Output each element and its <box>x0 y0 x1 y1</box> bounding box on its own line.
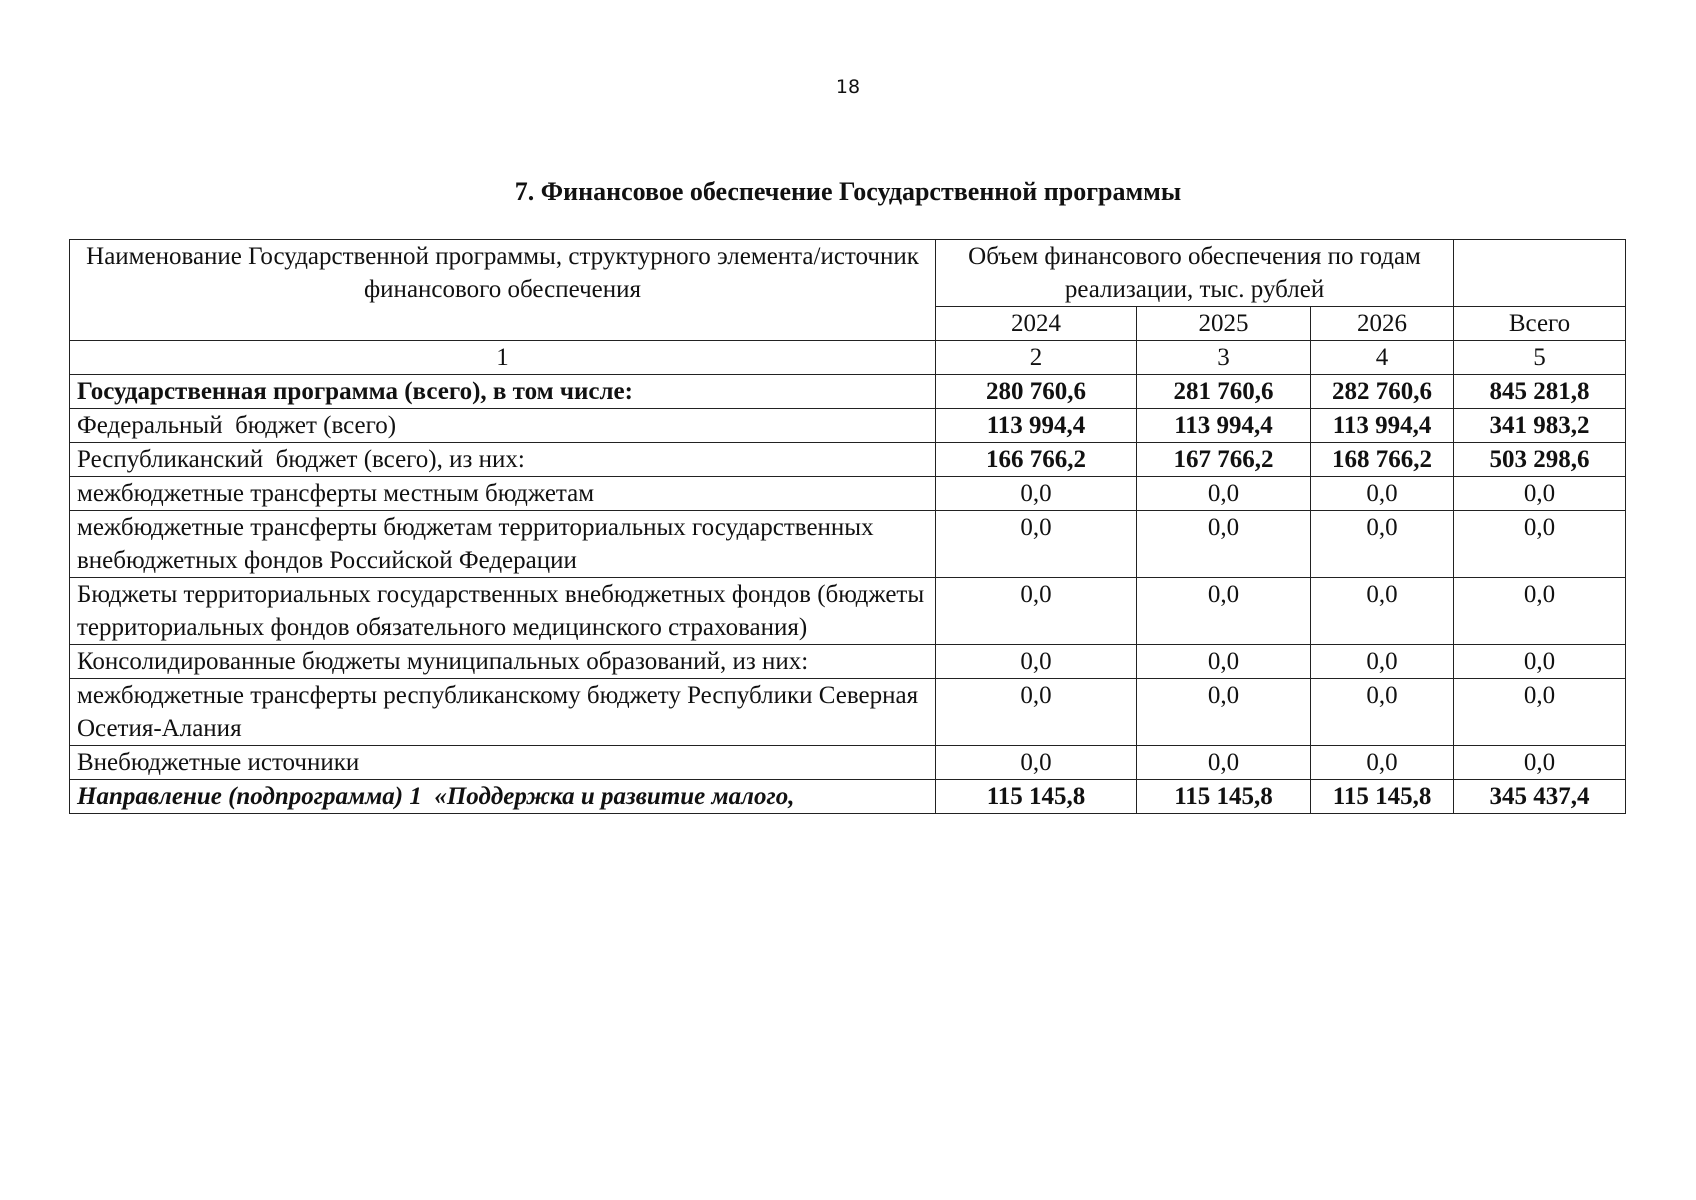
value-2024: 115 145,8 <box>936 780 1137 814</box>
value-2026: 0,0 <box>1311 578 1454 645</box>
value-2024: 280 760,6 <box>936 375 1137 409</box>
table-row <box>70 409 1626 443</box>
value-2026: 0,0 <box>1311 679 1454 746</box>
page-number: 18 <box>835 76 861 98</box>
value-2026: 168 766,2 <box>1311 443 1454 477</box>
value-2025: 0,0 <box>1137 645 1311 679</box>
header-year-2024: 2024 <box>936 307 1137 341</box>
column-number: 3 <box>1137 341 1311 375</box>
value-total: 345 437,4 <box>1454 780 1626 814</box>
financing-table <box>69 239 1626 814</box>
value-2026: 0,0 <box>1311 477 1454 511</box>
value-2026: 113 994,4 <box>1311 409 1454 443</box>
column-numbers-row <box>70 341 1626 375</box>
table-row <box>70 477 1626 511</box>
value-total: 0,0 <box>1454 679 1626 746</box>
header-row <box>70 240 1626 307</box>
value-total: 341 983,2 <box>1454 409 1626 443</box>
row-label: Государственная программа (всего), в том числе: <box>70 375 936 409</box>
header-total: Всего <box>1454 307 1626 341</box>
column-number: 2 <box>936 341 1137 375</box>
value-2024: 0,0 <box>936 746 1137 780</box>
table-row <box>70 578 1626 645</box>
value-2024: 0,0 <box>936 578 1137 645</box>
header-name-column: Наименование Государственной программы, структурного элемента/источник финансового обеспечения <box>70 240 936 341</box>
column-number: 4 <box>1311 341 1454 375</box>
value-total: 0,0 <box>1454 746 1626 780</box>
value-2025: 281 760,6 <box>1137 375 1311 409</box>
value-total: 0,0 <box>1454 578 1626 645</box>
header-year-2026: 2026 <box>1311 307 1454 341</box>
value-2025: 115 145,8 <box>1137 780 1311 814</box>
row-label: Бюджеты территориальных государственных внебюджетных фондов (бюджеты территориальных фондов обязательного медицинского страхования) <box>70 578 936 645</box>
value-total: 0,0 <box>1454 645 1626 679</box>
table-row <box>70 645 1626 679</box>
value-2025: 0,0 <box>1137 477 1311 511</box>
value-2025: 0,0 <box>1137 746 1311 780</box>
row-label: Внебюджетные источники <box>70 746 936 780</box>
row-label: Направление (подпрограмма) 1 «Поддержка и развитие малого, <box>70 780 936 814</box>
row-label: межбюджетные трансферты местным бюджетам <box>70 477 936 511</box>
table-row <box>70 780 1626 814</box>
value-total: 845 281,8 <box>1454 375 1626 409</box>
header-volume-column: Объем финансового обеспечения по годам реализации, тыс. рублей <box>936 240 1454 307</box>
row-label: Консолидированные бюджеты муниципальных образований, из них: <box>70 645 936 679</box>
header-year-2025: 2025 <box>1137 307 1311 341</box>
value-2024: 0,0 <box>936 511 1137 578</box>
row-label: Федеральный бюджет (всего) <box>70 409 936 443</box>
value-2025: 0,0 <box>1137 578 1311 645</box>
section-title: 7. Финансовое обеспечение Государственной программы <box>514 177 1182 206</box>
column-number: 5 <box>1454 341 1626 375</box>
table-row <box>70 375 1626 409</box>
value-2026: 0,0 <box>1311 511 1454 578</box>
row-label: межбюджетные трансферты бюджетам территориальных государственных внебюджетных фондов Российской Федерации <box>70 511 936 578</box>
value-2026: 115 145,8 <box>1311 780 1454 814</box>
table-row <box>70 443 1626 477</box>
value-2024: 113 994,4 <box>936 409 1137 443</box>
value-2025: 0,0 <box>1137 511 1311 578</box>
value-2024: 0,0 <box>936 645 1137 679</box>
value-2025: 167 766,2 <box>1137 443 1311 477</box>
value-total: 503 298,6 <box>1454 443 1626 477</box>
table-row <box>70 679 1626 746</box>
row-label: Республиканский бюджет (всего), из них: <box>70 443 936 477</box>
value-total: 0,0 <box>1454 511 1626 578</box>
header-empty-cell <box>1454 240 1626 307</box>
table-row <box>70 511 1626 578</box>
value-2025: 113 994,4 <box>1137 409 1311 443</box>
row-label: межбюджетные трансферты республиканскому бюджету Республики Северная Осетия-Алания <box>70 679 936 746</box>
value-2024: 0,0 <box>936 679 1137 746</box>
value-2024: 166 766,2 <box>936 443 1137 477</box>
value-2026: 282 760,6 <box>1311 375 1454 409</box>
value-2025: 0,0 <box>1137 679 1311 746</box>
column-number: 1 <box>70 341 936 375</box>
value-2026: 0,0 <box>1311 645 1454 679</box>
value-total: 0,0 <box>1454 477 1626 511</box>
value-2024: 0,0 <box>936 477 1137 511</box>
table-row <box>70 746 1626 780</box>
value-2026: 0,0 <box>1311 746 1454 780</box>
